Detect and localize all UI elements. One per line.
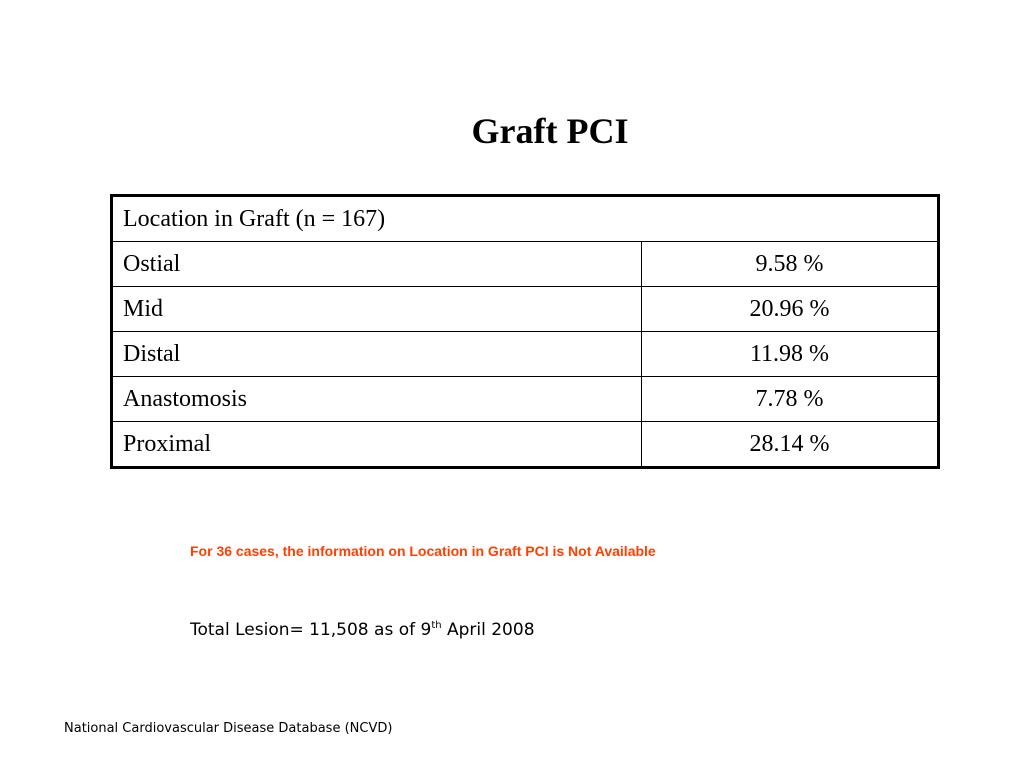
- total-suffix: April 2008: [441, 620, 535, 640]
- graft-location-table: [110, 194, 940, 469]
- table-row: [112, 332, 939, 377]
- footer-source: National Cardiovascular Disease Database (NCVD): [64, 721, 393, 736]
- row-label: Proximal: [112, 422, 642, 468]
- row-value: 7.78 %: [642, 377, 939, 422]
- total-lesion-text: [190, 620, 535, 640]
- table-row: [112, 422, 939, 468]
- row-label: Mid: [112, 287, 642, 332]
- row-label: Distal: [112, 332, 642, 377]
- table-header-cell: Location in Graft (n = 167): [112, 196, 939, 242]
- table-row: [112, 242, 939, 287]
- row-value: 11.98 %: [642, 332, 939, 377]
- table-row: [112, 287, 939, 332]
- row-value: 28.14 %: [642, 422, 939, 468]
- ordinal-superscript: th: [431, 620, 442, 631]
- slide-title: Graft PCI: [471, 111, 629, 151]
- availability-note: For 36 cases, the information on Location in Graft PCI is Not Available: [190, 543, 656, 559]
- total-prefix: Total Lesion= 11,508 as of 9: [190, 620, 432, 640]
- row-value: 9.58 %: [642, 242, 939, 287]
- table-header-row: [112, 196, 939, 242]
- row-label: Anastomosis: [112, 377, 642, 422]
- row-value: 20.96 %: [642, 287, 939, 332]
- row-label: Ostial: [112, 242, 642, 287]
- table-row: [112, 377, 939, 422]
